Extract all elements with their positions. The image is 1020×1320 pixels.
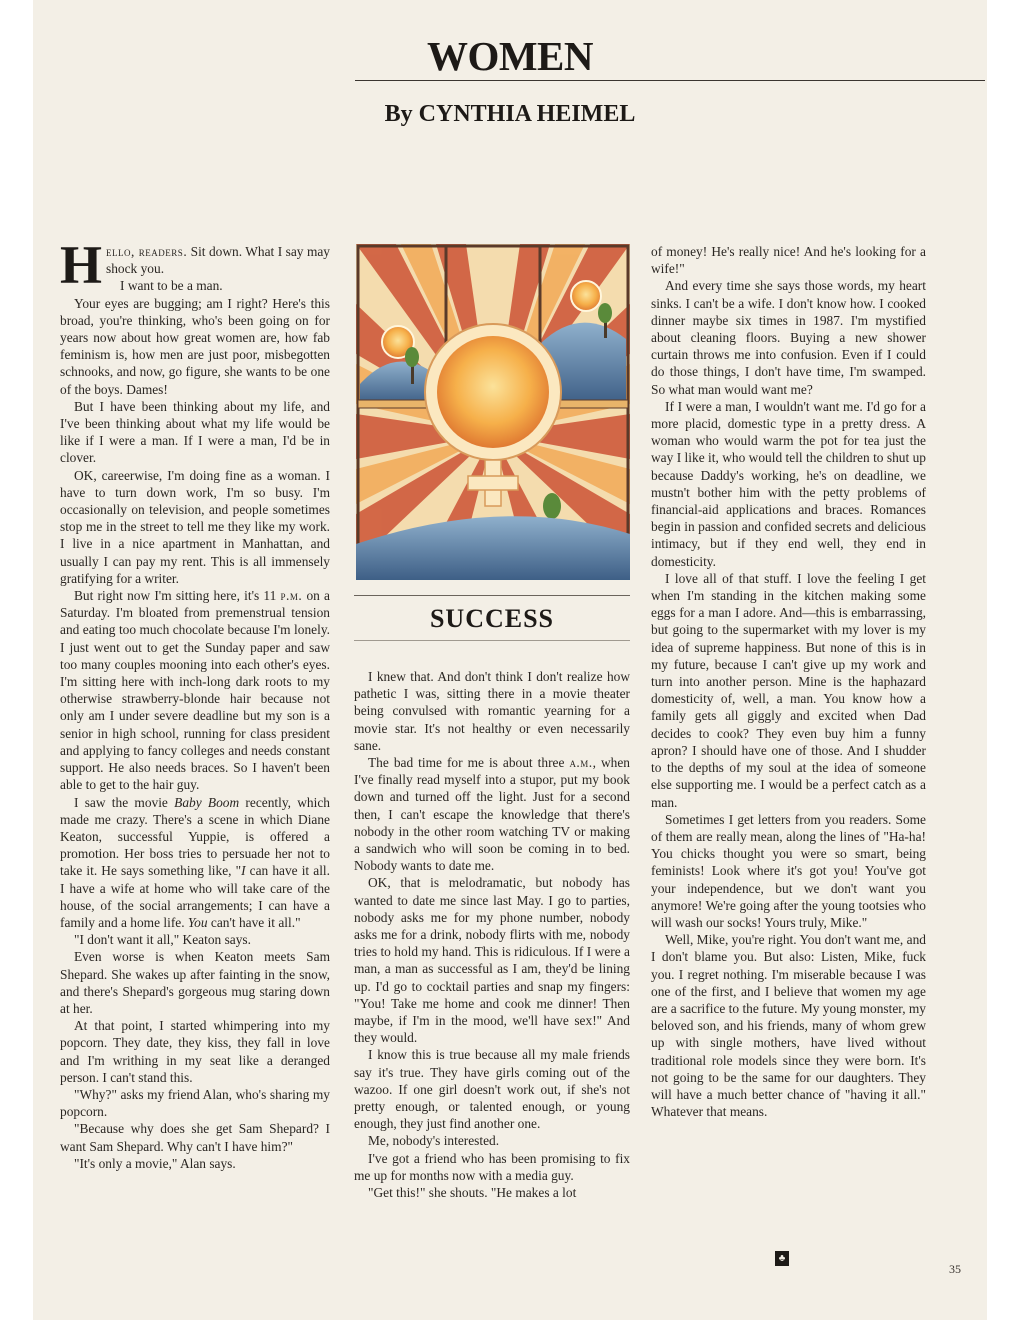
paragraph-text: The bad time for me is about three — [368, 755, 570, 771]
page-number: 35 — [949, 1262, 961, 1276]
byline: By CYNTHIA HEIMEL — [384, 101, 636, 127]
paragraph: But I have been thinking about my life, and I've been thinking about what my life would be like if I were a man. If I were a man, I'd be in clover. — [60, 398, 330, 466]
paragraph — [354, 754, 630, 874]
magazine-page — [33, 0, 987, 1320]
paragraph: "It's only a movie," Alan says. — [74, 1155, 236, 1171]
paragraph: Well, Mike, you're right. You don't want me, and I don't blame you. But also: Listen, Mike, fuck you. I regret nothing. I'm miserable because I was one of the first, and I believe that women my age are a sacrifice to the future. My young monster, my beloved son, and his friends, many of whom grew up with single mothers, have lived without traditional role models since they were born. It's not going to be the same for our daughters. They will have a much better chance of "having it all." Whatever that means. — [651, 932, 926, 1120]
paragraph: "I don't want it all," Keaton says. — [74, 932, 251, 948]
paragraph-text: can have it all. I have a wife at home who will take care of the house, of the social arrangements; I can have a family and a home life. — [60, 863, 330, 930]
paragraph: OK, careerwise, I'm doing fine as a woman. I have to turn down work, I'm so busy. I'm occasionally on television, and people sometimes stop me in the street to tell me they like my work. I live in a nice apartment in Manhattan, and usually I can pay my rent. This is all immensely gratifying for a writer. — [60, 467, 330, 586]
paragraph: "Why?" asks my friend Alan, who's sharing my popcorn. — [60, 1086, 330, 1120]
venus-sun-illustration — [356, 244, 630, 580]
paragraph-text: I saw the movie — [74, 794, 175, 810]
paragraph: If I were a man, I wouldn't want me. I'd go for a more placid, domestic type in a pretty dress. A woman who would warm the pot for tea just the way I like it, who would tell the children to shut up because Daddy's working, he's on deadline, we mustn't bother him with the petty problems of financial-aid applications and braces. Romances begin in passion and confided secrets and delicious intimacy, but if they end well, they end in domesticity. — [651, 398, 926, 569]
paragraph-text: recently, which made me crazy. There's a scene in which Diane Keaton, successful Yuppie, is offered a promotion. Her boss tries to persuade her not to take it. He says something like, " — [60, 794, 330, 879]
paragraph — [60, 794, 330, 932]
paragraph — [60, 587, 330, 793]
subhead-rule — [354, 595, 630, 596]
paragraph: Sometimes I get letters from you readers. Some of them are really mean, along the lines of "Ha-ha! You chicks thought you were so smart, being feminists! Look where it's got you! You've got your independence, but we don't want you anymore! We're going after the young tootsies who will wash our socks! Yours truly, Mike." — [651, 811, 926, 930]
paragraph: of money! He's really nice! And he's looking for a wife!" — [651, 244, 926, 277]
emphasis: You — [187, 914, 208, 930]
paragraph: At that point, I started whimpering into my popcorn. They date, they kiss, they fall in love and I'm writhing in my seat like a deranged person. I can't stand this. — [60, 1018, 330, 1085]
article-column-3 — [651, 243, 926, 1120]
paragraph: "Because why does she get Sam Shepard? I want Sam Shepard. Why can't I have him?" — [60, 1121, 330, 1154]
paragraph: Your eyes are bugging; am I right? Here's this broad, you're thinking, who's been going on for years now about how great women are, how fab feminism is, how men are just poor, misbegotten schnooks, and now, go figure, she wants to be one of the boys. Dames! — [60, 295, 330, 397]
subhead-rule-lower — [354, 640, 630, 641]
article-column-2 — [354, 668, 630, 1201]
emphasis: I — [241, 863, 246, 879]
paragraph: OK, that is melodramatic, but nobody has wanted to date me since last May. I go to parties, nobody asks me for my phone number, nobody asks me for a drink, nobody flirts with me, nobody tries to hold my hand. This is ridiculous. If I were a man, a man as successful as I am, they'd be lining up. I'd go to cocktail parties and snap my fingers: "You! Take me home and cook me dinner! Then maybe, if I'm in the mood, we'll have sex!" And they would. — [354, 875, 630, 1046]
paragraph: Even worse is when Keaton meets Sam Shepard. She wakes up after fainting in the snow, and there's Shepard's gorgeous mug staring down at her. — [60, 949, 330, 1016]
paragraph-text: , when I've finally read myself into a stupor, put my book down and turned off the light. Just for a second then, I can't escape the knowledge that there's nobody in the other room watching TV or making a sandwich who will soon be coming in to bed. Nobody wants to date me. — [354, 755, 631, 874]
paragraph: I knew that. And don't think I don't realize how pathetic I was, sitting there in a movie theater being convulsed with romantic yearning for a movie star. It's not healthy or even necessarily sane. — [354, 669, 630, 753]
page-title: WOMEN — [426, 33, 594, 79]
bunny-end-mark-icon: ♣ — [775, 1251, 789, 1266]
time-text: a.m. — [569, 755, 593, 771]
movie-title: Baby Boom — [174, 794, 240, 810]
paragraph-text: Sit down. What I say may shock you. — [106, 244, 330, 277]
time-text: p.m. — [280, 588, 303, 604]
paragraph-text: on a Saturday. I'm bloated from premenstrual tension and eating too much chocolate because I'm lonely. I just went out to get the Sunday paper and saw too many couples mooning into each other's eyes. I'm sitting here with inch-long dark roots to my otherwise strawberry-blonde hair because not only am I under severe deadline but my son is a senior in high school, running for class president and applying to fancy colleges and needs constant support. He also needs braces. So I haven't been able to get to the hair guy. — [60, 588, 330, 793]
drop-cap: H — [60, 235, 103, 295]
paragraph: I love all of that stuff. I love the feeling I get when I'm standing in the kitchen making some eggs for a man I adore. And—this is embarrassing, but going to the supermarket with my lover is my idea of supreme happiness. But none of this is in my future, because I can't give up my work and turn into another person. Mine is the haphazard domesticity of, well, a man. You know how a family gets all giggly and excited when Dad decides to cook? They even buy him a funny apron? I should have one of those. And I shudder to the depths of my soul at the idea of someone else supporting me. I would be a perfect catch as a man. — [651, 570, 926, 810]
paragraph-text: can't have it all." — [207, 914, 301, 930]
paragraph: I want to be a man. — [120, 278, 223, 294]
paragraph: I know this is true because all my male friends say it's true. They have girls coming out of the wazoo. If one girl doesn't work out, if she's not pretty enough, or talented enough, or young enough, they just find another one. — [354, 1047, 630, 1132]
paragraph: Me, nobody's interested. — [368, 1133, 500, 1149]
title-rule — [355, 80, 985, 81]
paragraph: "Get this!" she shouts. "He makes a lot — [368, 1185, 577, 1201]
paragraph-text: But right now I'm sitting here, it's 11 — [74, 588, 281, 604]
paragraph: I've got a friend who has been promising to fix me up for months now with a media guy. — [354, 1150, 630, 1183]
lead-in: ello, readers. — [106, 244, 188, 259]
section-subhead: SUCCESS — [429, 604, 555, 633]
paragraph: And every time she says those words, my heart sinks. I can't be a wife. I don't know how. I cooked dinner maybe six times in 1987. I'm mystified about cleaning floors. Buying a new shower curtain throws me into confusion. Even if I could do those things, I don't have time, I'm swamped. So what man would want me? — [651, 278, 926, 397]
article-column-1 — [60, 235, 330, 1172]
